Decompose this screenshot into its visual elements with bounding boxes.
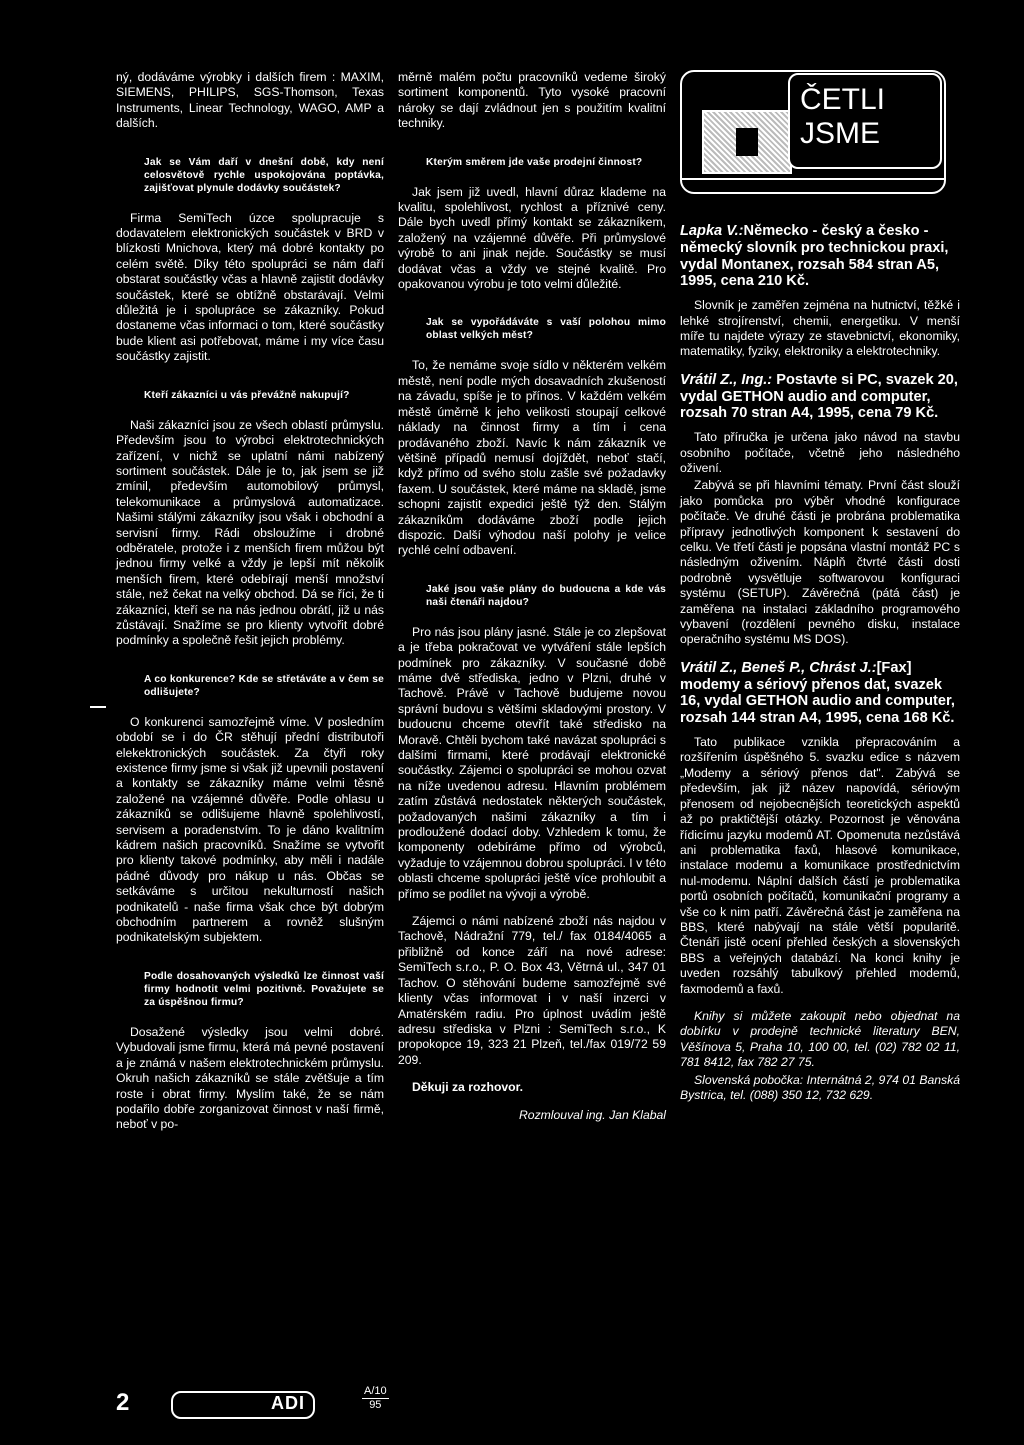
interview-question: Kterým směrem jde vaše prodejní činnost? — [426, 156, 643, 168]
book-review: Tato příručka je určena jako návod na stavbu osobního počítače, včetně jeho následného oživení. — [680, 430, 960, 476]
paragraph: Pro nás jsou plány jasné. Stále je co zlepšovat a je třeba pokračovat ve vytváření stále lepších podmínek pro zákazníky. V současné době máme dvě střediska, jedno v Plzni, druhé v Tachově. Právě v Tachově budujeme novou správní budovu s většími skladovými prostory. V budoucnu chceme otevřít také středisko na Moravě. Chtěli bychom také navázat spolupráci s dalšími firmami, které prodávají elektronické součástky. Zájemci o spolupráci se mohou ozvat na níže uvedenou adresu. Hlavním problémem zatím zůstává nedostatek některých součástek, požadovaných našimi zákazníky a tím i prodloužené dodací doby. Vzhledem k tomu, že komponenty odebíráme přímo od výrobců, vyžaduje to vzájemnou dobrou spolupráci. I v této oblasti chceme spolupráci ještě více prohloubit a přímo se podílet na vývoji a výrobě. — [398, 624, 666, 901]
book-title: [Fax] modemy a sériový přenos dat, svazek 16, vydal GETHON audio and computer, rozsah 144 stran A4, 1995, cena 168 Kč. — [680, 659, 955, 727]
paragraph: Firma SemiTech úzce spolupracuje s dodavatelem elektronických součástek v BRD v blízkosti Mnichova, který má dobré kontakty po celém světě. Díky této spolupráci se nám daří obstarat součástky včas a hlavně zajistit dodávky součástek, které se obtížně obstarávají. Velmi důležitá je i spolupráce se zákazníky. Pokud dostaneme včas informaci o tom, které součástky bude klient asi potřebovat, máme i my více času součástky zajistit. — [116, 210, 384, 364]
paragraph: To, že nemáme svoje sídlo v některém velkém městě, není podle mých dosavadních zkušeností na závadu, spíše je to přínos. V každém velkém městě úměrně k jeho velikosti stoupají celkové náklady na činnost firmy a tím i cena prodávaného zboží. Navíc k nám zákazník ve většině případů nemusí dojíždět, neboť stačí, když přímo od svého stolu zašle své požadavky faxem. U součástek, které máme na skladě, jsme schopni zajistit expedici ještě týž den. Stálým zákazníkům dodáváme zboží podle jejich dispozic. Další výhodou naší polohy je velice rychlé celní odbavení. — [398, 358, 666, 558]
page-footer — [116, 1385, 676, 1430]
book-3-heading — [680, 660, 960, 727]
logo-rule — [680, 178, 944, 180]
paragraph: ný, dodáváme výrobky i dalších firem : MAXIM, SIEMENS, PHILIPS, SGS-Thomson, Texas Instruments, Linear Technology, WAGO, AMP a dalších. — [116, 70, 384, 131]
book-author: Vrátil Z., Ing.: — [680, 371, 773, 388]
book-title: Postavte si PC, svazek 20, vydal GETHON audio and computer, rozsah 70 stran A4, 1995, cena 79 Kč. — [680, 371, 958, 422]
column-1 — [116, 70, 384, 1145]
book-2-heading — [680, 372, 960, 422]
open-book-icon — [702, 110, 792, 174]
paragraph: Zájemci o námi nabízené zboží nás najdou v Tachově, Nádražní 779, tel./ fax 0184/4065 a přibližně od konce září na nové adrese: SemiTech s.r.o., P. O. Box 43, Větrná ul., 347 01 Tachov. O stěhování budeme samozřejmě své klienty včas informovat i v naší inzerci v Amatérském radiu. Pro úplnost uvádím ještě adresu střediska v Plzni : SemiTech s.r.o., K propokopce 19, 323 21 Plzeň, tel./fax 019/72 59 209. — [398, 914, 666, 1067]
book-1-heading — [680, 223, 960, 290]
slovak-branch-info: Slovenská pobočka: Internátná 2, 974 01 Banská Bystrica, tel. (088) 350 12, 732 629. — [680, 1072, 960, 1103]
issue-label: A/10 — [364, 1385, 387, 1397]
interview-question: Jak se Vám daří v dnešní době, kdy není celosvětově rychle uspokojována poptávka, zajišťovat plynule dodávky součástek? — [144, 156, 384, 194]
margin-mark — [90, 706, 106, 708]
paragraph: měrně malém počtu pracovníků vedeme široký sortiment komponentů. Tyto vysoké pracovní nároky se dají zvládnout jen s použitím kvalitní techniky. — [398, 70, 666, 131]
issue-number — [362, 1385, 389, 1412]
order-info: Knihy si můžete zakoupit nebo objednat na dobírku v prodejně technické literatury BEN, Věšínova 5, Praha 10, 100 00, tel. (02) 782 02 11, 781 8412, fax 782 27 75. — [680, 1008, 960, 1070]
paragraph: O konkurenci samozřejmě víme. V posledním období se i do ČR stěhují přední distributoři elekektronických součástek. Za čtyři roky existence firmy jsme si však již upevnili postavení a kontakty se zákazníky máme velmi těsně založené na vzájemné důvěře. Podle ohlasu u zákazníků se odlišujeme hlavně spolehlivostí, servisem a poradenstvím. To je dáno kvalitním kádrem našich pracovníků. Snažíme se vytvořit pro klienty takové podmínky, aby měli i nadále pádné důvody pro nákup u nás. Občas se setkáváme s určitou nekulturností našich podnikatelů - naše firma však chce být dobrým obchodním partnerem a rovněž slušným podnikatelským subjektem. — [116, 714, 384, 945]
magazine-logo — [171, 1391, 315, 1419]
column-3 — [680, 70, 960, 1115]
interview-question: Jaké jsou vaše plány do budoucna a kde vás naši čtenáři najdou? — [426, 583, 666, 608]
column-2 — [398, 70, 666, 1135]
book-author: Lapka V.: — [680, 223, 744, 239]
thanks-line: Děkuji za rozhovor. — [412, 1080, 524, 1095]
page-number: 2 — [116, 1389, 130, 1416]
interview-question: Kteří zákazníci u vás převážně nakupují? — [144, 389, 350, 401]
interview-question: A co konkurence? Kde se střetáváte a v čem se odlišujete? — [144, 673, 384, 698]
book-title: Německo - český a česko - německý slovník pro technickou praxi, vydal Montanex, rozsah 584 stran A5, 1995, cena 210 Kč. — [680, 223, 949, 290]
paragraph: Dosažené výsledky jsou velmi dobré. Vybudovali jsme firmu, která má pevné postavení a je známá v našem elektrotechnickém průmyslu. Okruh našich zákazníků se stále zvětšuje a tím roste i obrat firmy. Myslím také, že se nám podařilo dobře zorganizovat činnost v naší firmě, neboť v po- — [116, 1024, 384, 1132]
interview-question: Podle dosahovaných výsledků lze činnost vaší firmy hodnotit velmi pozitivně. Považujete se za úspěšnou firmu? — [144, 970, 384, 1008]
logo-title-line1: ČETLI — [800, 83, 886, 116]
logo-title-line2: JSME — [800, 117, 881, 150]
interview-question: Jak se vypořádáváte s vaší polohou mimo oblast velkých měst? — [426, 317, 666, 342]
paragraph: Naši zákazníci jsou ze všech oblastí průmyslu. Především jsou to výrobci elektrotechnických zařízení, v nichž se uplatní námi nabízený sortiment součástek. Dále je to, jak jsem se již zmínil, především automobilový průmysl, telekomunikace a průmyslová automatizace. Našimi stálými zákazníky jsou však i obchodní a servisní firmy. Rádi obsloužíme i drobné odběratele, protože i z menších firem můžou být jednou firmy velké a vždy je lepší mít několik menších firem, které odebírají menší množství stále, než čekat na velký obchod. Dá se říci, že ti zákazníci, kteří se na nás jednou obrátí, již u nás zůstávají. Snažíme se pro klienty vytvořit dobré podmínky a společně řešit jejich problémy. — [116, 417, 384, 648]
issue-year: 95 — [369, 1399, 382, 1411]
interviewer-signature: Rozmlouval ing. Jan Klabal — [518, 1107, 666, 1122]
cetli-jsme-logo — [680, 70, 945, 195]
paragraph: Jak jsem již uvedl, hlavní důraz klademe na kvalitu, spolehlivost, rychlost a příznivé ceny. Dále bych uvedl přímý kontakt se zákazníkem, založený na vzájemné důvěře. Při průmyslové výrobě to ani jinak nejde. Součástky se musí dodávat včas a vždy ve stejné kvalitě. Pro opakovanou výrobu je toto velmi důležité. — [398, 184, 666, 292]
book-author: Vrátil Z., Beneš P., Chrást J.: — [680, 659, 877, 676]
book-review: Slovník je zaměřen zejména na hutnictví, těžké i lehké strojírenství, chemii, energetiku. V menší míře tu najdete výrazy ze stavebnictví, ekonomiky, matematiky, fyziky, elektroniky a elektrotechniky. — [680, 298, 960, 359]
book-review: Tato publikace vznikla přepracováním a rozšířením úspěšného 5. svazku edice s názvem „Modemy a sériový přenos dat". Zabývá se především, jak již název napovídá, sériovým přenosem od nejobecnějších teoretických aspektů až po praktičtější otázky. Pozornost je věnována řídicímu jazyku modemů AT. Opomenuta nezůstává ani problematika faxů, hlasové komunikace, instalace modemu a komunikace prostřednictvím nul-modemu. Náplní dalších částí je problematika portů osobních počítačů, komunikační programy a vše co k nim patří. Závěrečná část je zaměřena na BBS, které nabývají na stále větší popularitě. Čtenáři jistě ocení přehled českých a slovenských BBS a veřejných databází. Na konci knihy je uveden rozsáhlý tabulkový přehled modemů, faxmodemů a faxů. — [680, 735, 960, 996]
magazine-name: ADI — [271, 1393, 305, 1413]
book-review: Zabývá se při hlavními tématy. První část slouží jako pomůcka pro výběr vhodné konfigurace počítače. Ve druhé části je probrána problematika přípravy jednotlivých komponent k sestavení do celku. Ve třetí části je popsána vlastní montáž PC s následným oživením. Náplň čtvrté části dosti podrobně vysvětluje softwarovou konfiguraci systému (SETUP). Závěrečná (pátá část) je zaměřena na instalaci základního programového vybavení (rozdělení pevného disku, instalace operačního systému MS DOS). — [680, 478, 960, 647]
